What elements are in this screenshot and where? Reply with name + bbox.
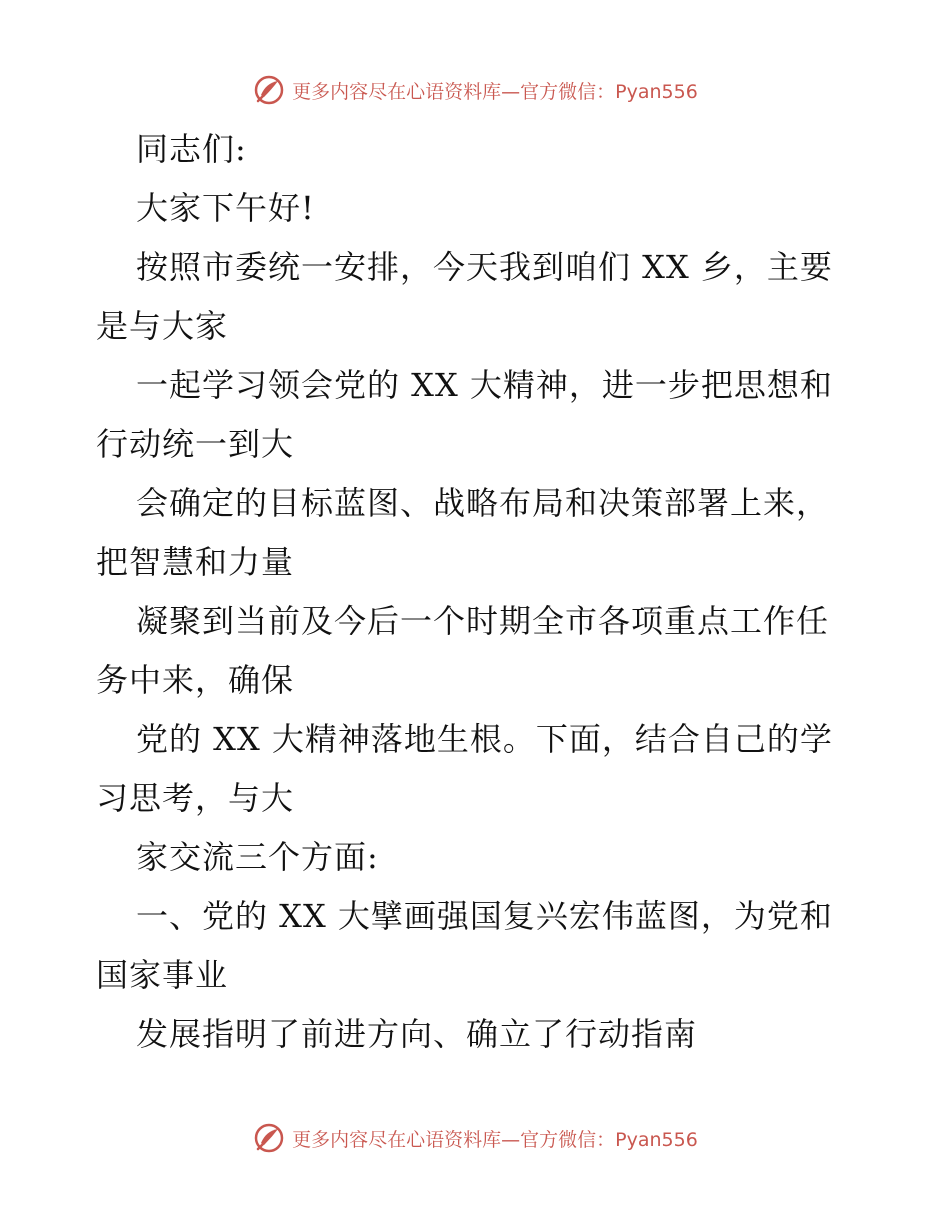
- header-banner: [0, 70, 950, 110]
- paragraph-line: 党的 XX 大精神落地生根。下面，结合自己的学: [136, 720, 833, 758]
- paragraph-salutation: [96, 179, 856, 238]
- footer-banner: [0, 1118, 950, 1158]
- paragraph: [96, 710, 856, 828]
- pen-logo-icon: [252, 73, 286, 107]
- paragraph-line-continued: 务中来，确保: [96, 661, 295, 699]
- document-body: [96, 120, 856, 1064]
- paragraph-line: 凝聚到当前及今后一个时期全市各项重点工作任: [136, 602, 830, 640]
- paragraph-line: 发展指明了前进方向、确立了行动指南: [136, 1015, 698, 1053]
- paragraph-line: 会确定的目标蓝图、战略布局和决策部署上来，: [136, 484, 830, 522]
- paragraph-line: 一、党的 XX 大擘画强国复兴宏伟蓝图，为党和: [136, 897, 833, 935]
- paragraph-line-continued: 是与大家: [96, 307, 229, 345]
- section-heading-continued: [96, 1005, 856, 1064]
- paragraph: [96, 828, 856, 887]
- paragraph-line: 同志们:: [136, 130, 247, 168]
- paragraph-line-continued: 国家事业: [96, 956, 229, 994]
- paragraph-greeting: [96, 120, 856, 179]
- paragraph: [96, 356, 856, 474]
- paragraph-line: 按照市委统一安排，今天我到咱们 XX 乡，主要: [136, 248, 833, 286]
- pen-logo-icon: [252, 1121, 286, 1155]
- paragraph-line: 家交流三个方面:: [136, 838, 379, 876]
- paragraph: [96, 592, 856, 710]
- paragraph-line: 大家下午好!: [136, 189, 315, 227]
- paragraph-line-continued: 习思考，与大: [96, 779, 295, 817]
- paragraph-line: 一起学习领会党的 XX 大精神，进一步把思想和: [136, 366, 833, 404]
- paragraph: [96, 238, 856, 356]
- header-banner-text: 更多内容尽在心语资料库—官方微信：Pyan556: [292, 80, 698, 103]
- paragraph: [96, 474, 856, 592]
- paragraph-line-continued: 行动统一到大: [96, 425, 295, 463]
- section-heading: [96, 887, 856, 1005]
- paragraph-line-continued: 把智慧和力量: [96, 543, 295, 581]
- footer-banner-text: 更多内容尽在心语资料库—官方微信：Pyan556: [292, 1128, 698, 1151]
